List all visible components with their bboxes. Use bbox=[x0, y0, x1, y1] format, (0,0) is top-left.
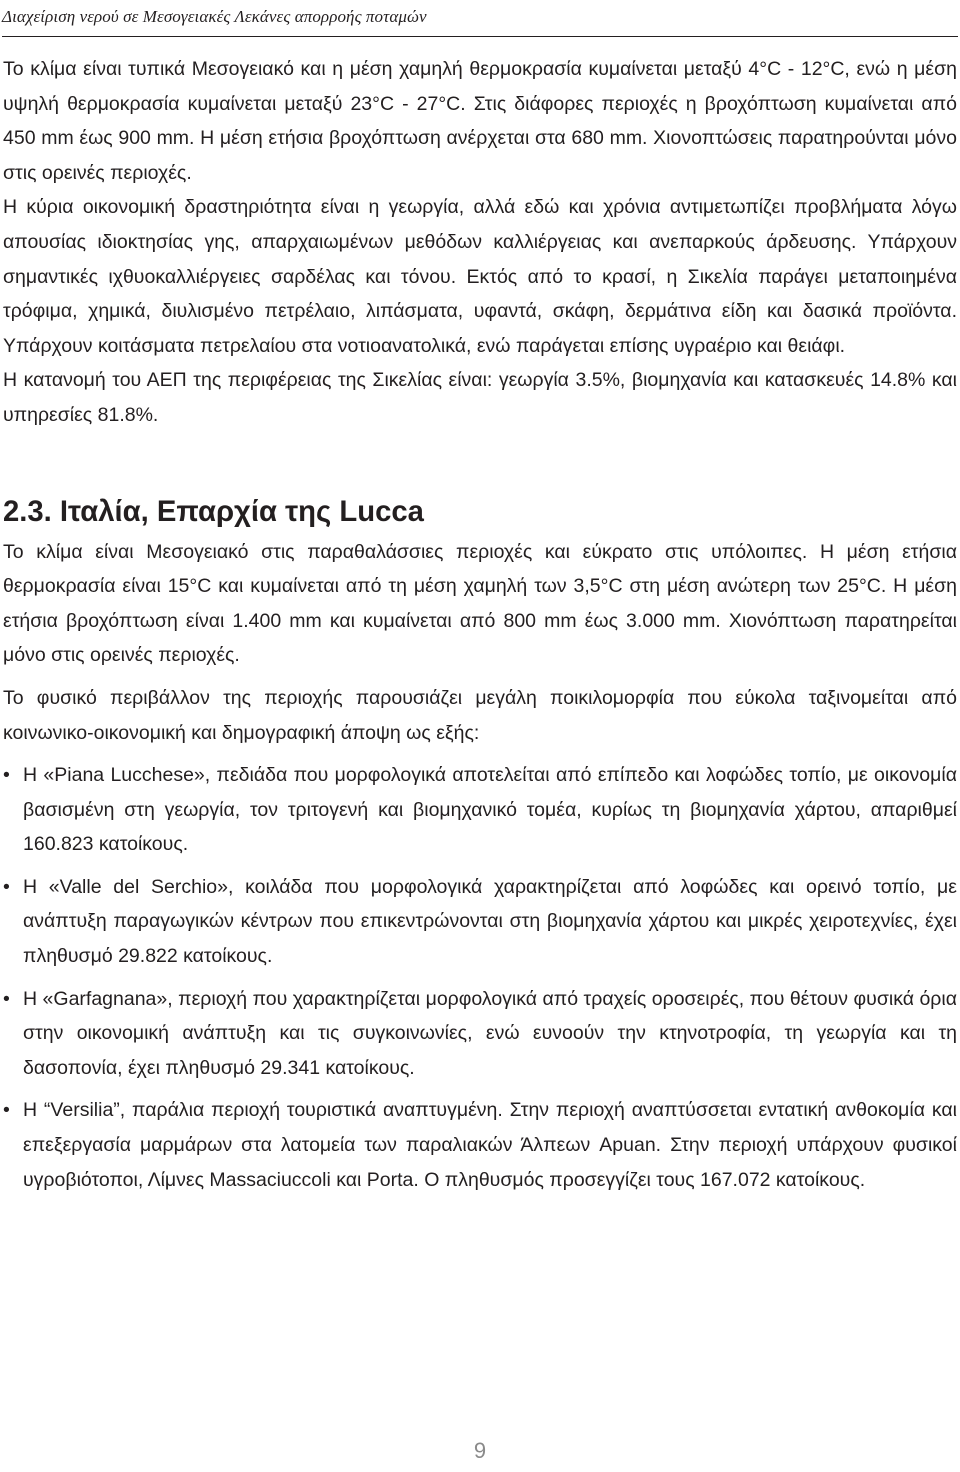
list-item-text: Η «Piana Lucchese», πεδιάδα που μορφολογικά αποτελείται από επίπεδο και λοφώδες τοπίο, με οικονομία βασισμένη στη γεωργία, τον τριτογενή και βιομηχανικό τομέα, κυρίως τη βιομηχανία χάρτου, απαριθμεί 160.823 κατοίκους. bbox=[23, 764, 957, 856]
list-item-text: Η «Valle del Serchio», κοιλάδα που μορφολογικά χαρακτηρίζεται από λοφώδες και ορεινό τοπίο, με ανάπτυξη παραγωγικών κέντρων που επικεντρώνονται στη βιομηχανία χάρτου και μικρές χειροτεχνίες, έχει πληθυσμό 29.822 κατοίκους. bbox=[23, 875, 957, 968]
paragraph-economy: Η κύρια οικονομική δραστηριότητα είναι η γεωργία, αλλά εδώ και χρόνια αντιμετωπίζει προβλήματα λόγω απουσίας ιδιοκτησίας γης, απαρχαιωμένων μεθόδων καλλιέργειας και ανεπαρκούς άρδευσης. Υπάρχουν σημαντικές ιχθυοκαλλιέργειες σαρδέλας και τόνου. Εκτός από το κρασί, η Σικελία παράγει μεταποιημένα τρόφιμα, χημικά, διυλισμένο πετρέλαιο, λιπάσματα, υφαντά, σκάφη, δερμάτινα είδη και δασικά προϊόντα. Υπάρχουν κοιτάσματα πετρελαίου στα νοτιοανατολικά, ενώ παράγεται επίσης υγραέριο και θειάφι. bbox=[3, 196, 957, 357]
list-item bbox=[3, 870, 957, 974]
section-heading: 2.3. Ιταλία, Επαρχία της Lucca bbox=[3, 495, 424, 528]
list-item bbox=[3, 758, 957, 862]
page-number: 9 bbox=[473, 1438, 487, 1463]
section-spacer bbox=[3, 433, 957, 495]
region-list bbox=[3, 758, 957, 1197]
list-item bbox=[3, 1093, 957, 1197]
bullet-icon: • bbox=[3, 764, 10, 787]
bullet-icon: • bbox=[3, 875, 10, 898]
paragraph-lucca-environment: Το φυσικό περιβάλλον της περιοχής παρουσιάζει μεγάλη ποικιλομορφία που εύκολα ταξινομείται από κοινωνικο-οικονομική και δημογραφική άποψη ως εξής: bbox=[3, 686, 957, 744]
running-header-title: Διαχείριση νερού σε Μεσογειακές Λεκάνες απορροής ποταμών bbox=[2, 7, 427, 26]
bullet-icon: • bbox=[3, 1099, 10, 1122]
paragraph-climate: Το κλίμα είναι τυπικά Μεσογειακό και η μέση χαμηλή θερμοκρασία κυμαίνεται μεταξύ 4°C - 12°C, ενώ η μέση υψηλή θερμοκρασία κυμαίνεται μεταξύ 23°C - 27°C. Στις διάφορες περιοχές η βροχόπτωση κυμαίνεται από 450 mm έως 900 mm. Η μέση ετήσια βροχόπτωση ανέρχεται στα 680 mm. Χιονοπτώσεις παρατηρούνται μόνο στις ορεινές περιοχές. bbox=[3, 58, 957, 184]
paragraph-lucca-climate: Το κλίμα είναι Μεσογειακό στις παραθαλάσσιες περιοχές και εύκρατο στις υπόλοιπες. Η μέση ετήσια θερμοκρασία είναι 15°C και κυμαίνεται από τη μέση χαμηλή των 3,5°C στη μέση ανώτερη των 25°C. Η μέση ετήσια βροχόπτωση είναι 1.400 mm και κυμαίνεται από 800 mm έως 3.000 mm. Χιονόπτωση παρατηρείται μόνο στις ορεινές περιοχές. bbox=[3, 540, 957, 667]
list-item bbox=[3, 982, 957, 1086]
running-header bbox=[2, 2, 958, 37]
paragraph-gdp: Η κατανομή του ΑΕΠ της περιφέρειας της Σικελίας είναι: γεωργία 3.5%, βιομηχανία και κατασκευές 14.8% και υπηρεσίες 81.8%. bbox=[3, 369, 957, 426]
bullet-icon: • bbox=[3, 987, 10, 1010]
list-item-text: Η “Versilia”, παράλια περιοχή τουριστικά αναπτυγμένη. Στην περιοχή αναπτύσσεται εντατική ανθοκομία και επεξεργασία μαρμάρων στα λατομεία των παραλιακών Άλπεων Apuan. Στην περιοχή υπάρχουν φυσικοί υγροβιότοποι, Λίμνες Massaciuccoli και Porta. Ο πληθυσμός προσεγγίζει τους 167.072 κατοίκους. bbox=[23, 1099, 957, 1191]
list-item-text: Η «Garfagnana», περιοχή που χαρακτηρίζεται μορφολογικά από τραχείς οροσειρές, που θέτουν φυσικά όρια στην οικονομική ανάπτυξη και τις συγκοινωνίες, ενώ ευνοούν την κτηνοτροφία, τη γεωργία και τη δασοπονία, έχει πληθυσμό 29.341 κατοίκους. bbox=[23, 987, 957, 1079]
page-body bbox=[3, 52, 957, 1205]
